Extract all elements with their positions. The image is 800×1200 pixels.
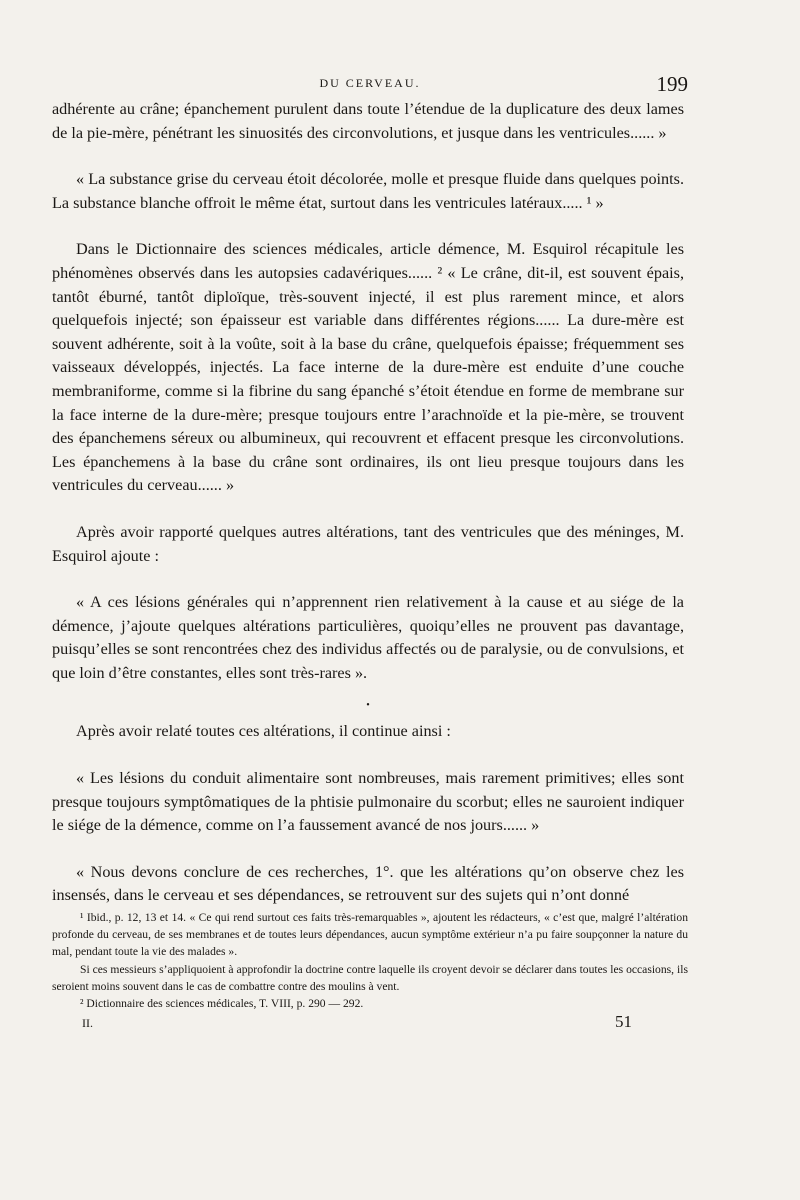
page-number: 199: [656, 72, 688, 96]
footnote-2: ² Dictionnaire des sciences médicales, T. VIII, p. 290 — 292.: [80, 997, 364, 1011]
page-header: [52, 72, 688, 96]
ornament-dot: •: [366, 700, 370, 712]
paragraph-continued: adhérente au crâne; épanchement purulent dans toute l’étendue de la duplicature des deux lames de la pie-mère, pénétrant les sinuosités des circonvolutions, et jusque dans les ventricules...... »: [52, 100, 684, 142]
paragraph-quote-conclure: « Nous devons conclure de ces recherches, 1°. que les altérations qu’on observe chez les insensés, dans le cerveau et ses dépendances, se retrouvent sur des sujets qui n’ont donné: [52, 862, 684, 905]
footnote-1: ¹ Ibid., p. 12, 13 et 14. « Ce qui rend surtout ces faits très-remarquables », ajoutent les rédacteurs, « c’est que, malgré l’altération profonde du cerveau, de ses membranes et de toutes leurs dépendances, aucun symptôme extérieur n’a pu faire soupçonner la nature du mal, pendant toute la vie des malades ».: [52, 911, 688, 959]
running-head: DU CERVEAU.: [319, 76, 421, 90]
paragraph-dictionnaire: Dans le Dictionnaire des sciences médicales, article démence, M. Esquirol récapitule les phénomènes observés dans les autopsies cadavériques...... ² « Le crâne, dit-il, est souvent épais, tantôt éburné, tantôt diploïque, très-souvent injecté, il est plus rarement mince, et alors quelquefois injecté; son épaisseur est variable dans différentes régions...... La dure-mère est souvent adhérente, soit à la voûte, soit à la base du crâne, quelquefois épaisse; fréquemment ses vaisseaux développés, injectés. La face interne de la dure-mère est enduite d’une couche membraniforme, comme si la fibrine du sang épanché s’étoit étendue en forme de membrane sur la face interne de la dure-mère; presque toujours entre l’arachnoïde et la pie-mère, se trouvent des épanchemens séreux ou albumineux, qui recouvrent et effacent presque les circonvolutions. Les épanchemens à la base du crâne sont ordinaires, ils ont lieu presque toujours dans les ventricules du cerveau...... »: [52, 240, 684, 495]
signature-mark: II.: [82, 1016, 93, 1030]
sheet-number: 51: [615, 1012, 632, 1031]
page-body: [52, 98, 684, 931]
paragraph-quote-lesions-generales: « A ces lésions générales qui n’apprennent rien relativement à la cause et au siége de la démence, j’ajoute quelques altérations particulières, quoiqu’elles ne prouvent pas davantage, puisqu’elles se sont rencontrées chez des individus affectés ou de paralysie, ou de convulsions, et que loin d’être constantes, elles sont très-rares ».: [52, 593, 684, 682]
page-footer: [82, 1012, 632, 1036]
paragraph-apres-rapporte: Après avoir rapporté quelques autres altérations, tant des ventricules que des méninges, M. Esquirol ajoute :: [52, 522, 684, 565]
paragraph-quote-conduit: « Les lésions du conduit alimentaire sont nombreuses, mais rarement primitives; elles sont presque toujours symptômatiques de la phtisie pulmonaire du scorbut; elles ne sauroient indiquer le siége de la démence, comme on l’a faussement avancé de nos jours...... »: [52, 769, 684, 835]
paragraph-apres-relate: Après avoir relaté toutes ces altérations, il continue ainsi :: [76, 722, 451, 741]
paragraph-quote-substance: « La substance grise du cerveau étoit décolorée, molle et presque fluide dans quelques points. La substance blanche offroit le même état, surtout dans les ventricules latéraux..... ¹ »: [52, 170, 684, 212]
footnote-1-continued: Si ces messieurs s’appliquoient à approfondir la doctrine contre laquelle ils croyent devoir se déclarer dans toutes les occasions, ils seroient moins souvent dans le cas de combattre contre des moulins à vent.: [52, 962, 688, 993]
footnotes: [52, 909, 688, 1012]
